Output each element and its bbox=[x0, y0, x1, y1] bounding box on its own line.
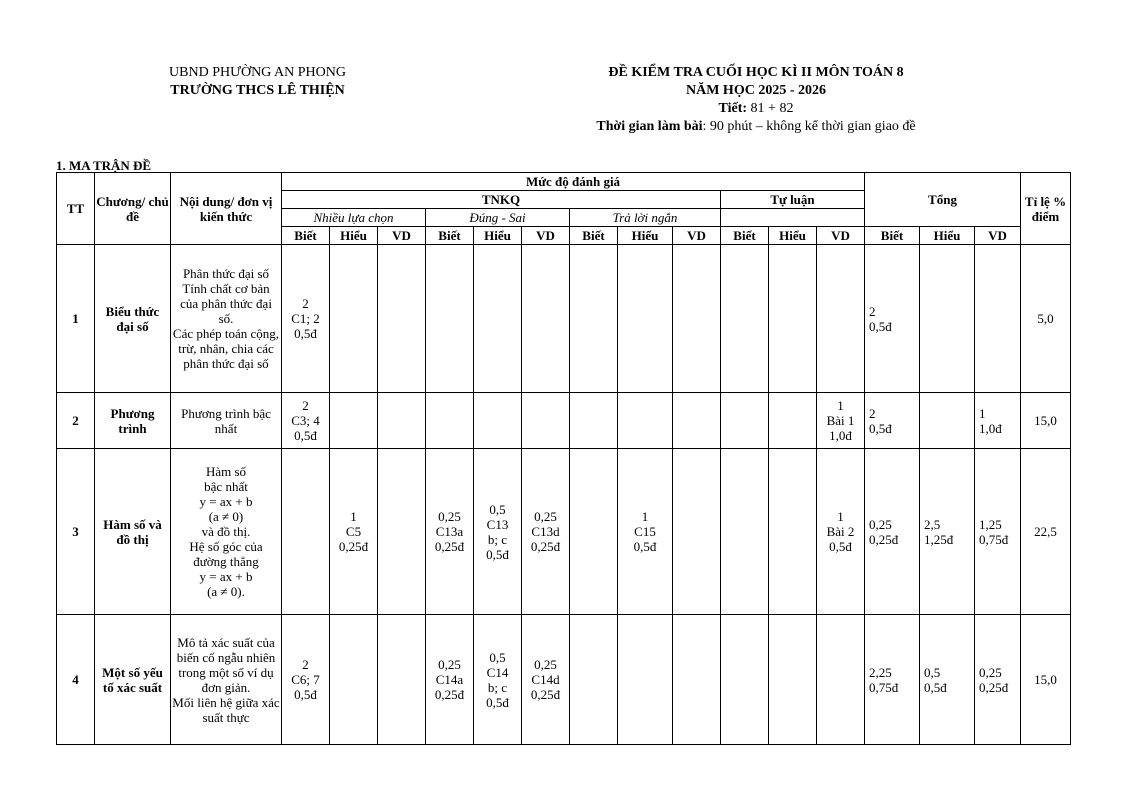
matrix-cell: 1 Bài 1 1,0đ bbox=[817, 393, 865, 449]
matrix-cell: 0,25 0,25đ bbox=[865, 449, 920, 615]
header-hieu: Hiểu bbox=[920, 227, 975, 245]
matrix-cell: 1 Bài 2 0,5đ bbox=[817, 449, 865, 615]
row-number: 3 bbox=[57, 449, 95, 615]
header-vd: VD bbox=[522, 227, 570, 245]
exam-title: ĐỀ KIỂM TRA CUỐI HỌC KÌ II MÔN TOÁN 8 bbox=[608, 65, 904, 80]
section-title: 1. MA TRẬN ĐỀ bbox=[56, 158, 152, 173]
table-row bbox=[57, 393, 1071, 449]
matrix-cell bbox=[570, 449, 618, 615]
matrix-cell bbox=[618, 245, 673, 393]
matrix-cell bbox=[721, 615, 769, 745]
header-vd: VD bbox=[673, 227, 721, 245]
matrix-cell bbox=[920, 245, 975, 393]
header-biet: Biết bbox=[865, 227, 920, 245]
header-hieu: Hiểu bbox=[769, 227, 817, 245]
content-cell: Phương trình bậc nhất bbox=[171, 393, 282, 449]
matrix-cell: 2 C6; 7 0,5đ bbox=[282, 615, 330, 745]
matrix-cell: 0,5 C13 b; c 0,5đ bbox=[474, 449, 522, 615]
header-vd: VD bbox=[817, 227, 865, 245]
ward-name: UBND PHƯỜNG AN PHONG bbox=[169, 65, 346, 80]
school-year: NĂM HỌC 2025 - 2026 bbox=[686, 83, 826, 98]
score-ratio-cell: 15,0 bbox=[1021, 393, 1071, 449]
matrix-cell bbox=[330, 393, 378, 449]
matrix-cell: 2,25 0,75đ bbox=[865, 615, 920, 745]
matrix-cell: 1 C5 0,25đ bbox=[330, 449, 378, 615]
matrix-cell bbox=[817, 245, 865, 393]
matrix-cell: 0,25 C13a 0,25đ bbox=[426, 449, 474, 615]
table-row bbox=[57, 245, 1071, 393]
header-biet: Biết bbox=[282, 227, 330, 245]
table-row bbox=[57, 615, 1071, 745]
matrix-cell: 2 0,5đ bbox=[865, 393, 920, 449]
row-number: 1 bbox=[57, 245, 95, 393]
header-chapter: Chương/ chủ đề bbox=[95, 173, 171, 245]
score-ratio-cell: 5,0 bbox=[1021, 245, 1071, 393]
matrix-cell bbox=[769, 615, 817, 745]
matrix-cell: 0,25 C14a 0,25đ bbox=[426, 615, 474, 745]
matrix-cell bbox=[282, 449, 330, 615]
matrix-cell bbox=[570, 615, 618, 745]
period-line bbox=[540, 100, 972, 118]
chapter-cell: Một số yếu tố xác suất bbox=[95, 615, 171, 745]
matrix-cell bbox=[721, 393, 769, 449]
matrix-cell: 1 C15 0,5đ bbox=[618, 449, 673, 615]
header-content: Nội dung/ đơn vị kiến thức bbox=[171, 173, 282, 245]
assessment-matrix-table bbox=[56, 172, 1071, 745]
matrix-cell bbox=[378, 615, 426, 745]
matrix-cell bbox=[426, 245, 474, 393]
header-vd: VD bbox=[378, 227, 426, 245]
matrix-cell bbox=[378, 393, 426, 449]
matrix-cell bbox=[769, 449, 817, 615]
matrix-cell bbox=[618, 393, 673, 449]
matrix-cell bbox=[721, 449, 769, 615]
exam-header bbox=[540, 64, 972, 136]
school-name: TRƯỜNG THCS LÊ THIỆN bbox=[170, 83, 345, 98]
matrix-cell bbox=[920, 393, 975, 449]
header-total: Tổng bbox=[865, 173, 1021, 227]
header-hieu: Hiểu bbox=[618, 227, 673, 245]
matrix-cell: 0,25 C14d 0,25đ bbox=[522, 615, 570, 745]
matrix-cell bbox=[673, 245, 721, 393]
content-cell: Mô tả xác suất của biến cố ngẫu nhiên trong một số ví dụ đơn giản. Mối liên hệ giữa xác suất thực bbox=[171, 615, 282, 745]
matrix-cell: 2 C3; 4 0,5đ bbox=[282, 393, 330, 449]
matrix-cell: 0,5 0,5đ bbox=[920, 615, 975, 745]
matrix-cell bbox=[474, 393, 522, 449]
matrix-cell: 1 1,0đ bbox=[975, 393, 1021, 449]
chapter-cell: Hàm số và đồ thị bbox=[95, 449, 171, 615]
header-biet: Biết bbox=[426, 227, 474, 245]
matrix-cell bbox=[673, 449, 721, 615]
time-label: Thời gian làm bài bbox=[596, 119, 703, 134]
matrix-cell bbox=[769, 245, 817, 393]
matrix-cell bbox=[570, 393, 618, 449]
matrix-cell: 2 0,5đ bbox=[865, 245, 920, 393]
header-tnkq: TNKQ bbox=[282, 191, 721, 209]
time-value: : 90 phút – không kể thời gian giao đề bbox=[702, 119, 916, 134]
period-value: 81 + 82 bbox=[747, 101, 794, 116]
matrix-body bbox=[57, 245, 1071, 745]
time-line bbox=[540, 118, 972, 136]
matrix-cell: 0,5 C14 b; c 0,5đ bbox=[474, 615, 522, 745]
score-ratio-cell: 15,0 bbox=[1021, 615, 1071, 745]
matrix-cell bbox=[474, 245, 522, 393]
matrix-cell bbox=[618, 615, 673, 745]
header-hieu: Hiểu bbox=[330, 227, 378, 245]
header-true-false: Đúng - Sai bbox=[426, 209, 570, 227]
matrix-cell bbox=[522, 393, 570, 449]
matrix-cell: 0,25 C13d 0,25đ bbox=[522, 449, 570, 615]
matrix-cell bbox=[769, 393, 817, 449]
header-hieu: Hiểu bbox=[474, 227, 522, 245]
matrix-cell bbox=[426, 393, 474, 449]
period-label: Tiết: bbox=[718, 101, 748, 116]
header-multiple-choice: Nhiều lựa chọn bbox=[282, 209, 426, 227]
matrix-cell bbox=[378, 449, 426, 615]
matrix-cell bbox=[330, 245, 378, 393]
header-score-ratio: Tỉ lệ % điểm bbox=[1021, 173, 1071, 245]
matrix-cell bbox=[673, 393, 721, 449]
score-ratio-cell: 22,5 bbox=[1021, 449, 1071, 615]
matrix-cell bbox=[378, 245, 426, 393]
matrix-cell bbox=[673, 615, 721, 745]
matrix-cell bbox=[522, 245, 570, 393]
header-short-answer: Trả lời ngắn bbox=[570, 209, 721, 227]
header-vd: VD bbox=[975, 227, 1021, 245]
header-assessment-level: Mức độ đánh giá bbox=[282, 173, 865, 191]
content-cell: Phân thức đại số Tính chất cơ bản của phân thức đại số. Các phép toán cộng, trừ, nhân, chia các phân thức đại số bbox=[171, 245, 282, 393]
matrix-cell: 1,25 0,75đ bbox=[975, 449, 1021, 615]
school-header bbox=[120, 64, 395, 100]
header-biet: Biết bbox=[721, 227, 769, 245]
matrix-cell: 2 C1; 2 0,5đ bbox=[282, 245, 330, 393]
content-cell: Hàm số bậc nhất y = ax + b (a ≠ 0) và đồ thị. Hệ số góc của đường thẳng y = ax + b (a ≠ 0). bbox=[171, 449, 282, 615]
matrix-cell: 0,25 0,25đ bbox=[975, 615, 1021, 745]
chapter-cell: Biểu thức đại số bbox=[95, 245, 171, 393]
table-row bbox=[57, 449, 1071, 615]
matrix-cell bbox=[817, 615, 865, 745]
chapter-cell: Phương trình bbox=[95, 393, 171, 449]
matrix-cell: 2,5 1,25đ bbox=[920, 449, 975, 615]
matrix-cell bbox=[975, 245, 1021, 393]
header-essay-blank bbox=[721, 209, 865, 227]
header-tt: TT bbox=[57, 173, 95, 245]
header-essay: Tự luận bbox=[721, 191, 865, 209]
row-number: 4 bbox=[57, 615, 95, 745]
header-biet: Biết bbox=[570, 227, 618, 245]
row-number: 2 bbox=[57, 393, 95, 449]
matrix-cell bbox=[721, 245, 769, 393]
matrix-cell bbox=[330, 615, 378, 745]
matrix-cell bbox=[570, 245, 618, 393]
